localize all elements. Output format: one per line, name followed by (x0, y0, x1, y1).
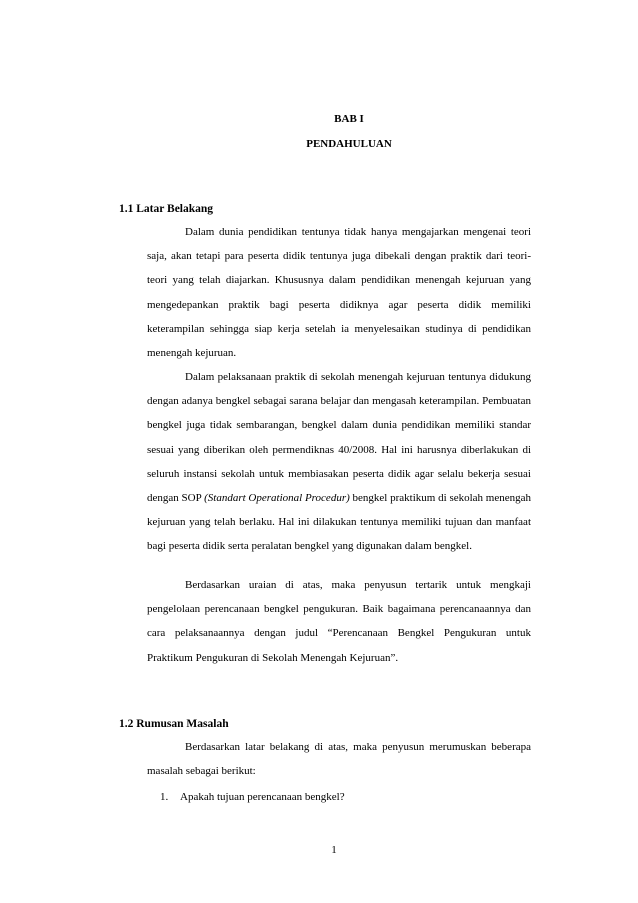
paragraph-latar-belakang-2 (147, 365, 531, 559)
paragraph-text-part: Dalam pelaksanaan praktik di sekolah menengah kejuruan tentunya didukung dengan adanya bengkel sebagai sarana belajar dan mengasah keterampilan. Pembuatan bengkel juga tidak sembarangan, bengkel dalam dunia pendidikan memiliki standar sesuai yang diberikan oleh permendiknas 40/2008. Hal ini harusnya diberlakukan di seluruh instansi sekolah untuk membiasakan peserta didik agar selalu bekerja sesuai dengan SOP (147, 371, 531, 505)
paragraph-text (147, 365, 531, 559)
paragraph-rumusan-masalah (147, 735, 531, 783)
list-item (160, 791, 345, 803)
paragraph-text: Berdasarkan latar belakang di atas, maka penyusun merumuskan beberapa masalah sebagai berikut: (147, 741, 531, 778)
paragraph-text: Berdasarkan uraian di atas, maka penyusun tertarik untuk mengkaji pengelolaan perencanaan bengkel pengukuran. Baik bagaimana perencanaannya dan cara pelaksanaannya dengan judul “Perencanaan Bengkel Pengukuran untuk Praktikum Pengukuran di Sekolah Menengah Kejuruan”. (147, 579, 531, 664)
chapter-title: PENDAHULUAN (306, 138, 392, 150)
list-number: 1. (160, 791, 169, 803)
paragraph-latar-belakang-3 (147, 573, 531, 670)
section-heading-rumusan-masalah: 1.2 Rumusan Masalah (119, 718, 229, 730)
chapter-label: BAB I (334, 113, 364, 125)
paragraph-text-part: bengkel praktikum di sekolah menengah kejuruan yang telah berlaku. Hal ini dilakukan tentunya memiliki tujuan dan manfaat bagi peserta didik serta peralatan bengkel yang digunakan dalam bengkel. (147, 492, 532, 553)
list-text: Apakah tujuan perencanaan bengkel? (180, 791, 345, 803)
italic-term: (Standart Operational Procedur) (204, 492, 350, 505)
paragraph-latar-belakang-1 (147, 220, 531, 365)
section-heading-latar-belakang: 1.1 Latar Belakang (119, 203, 214, 215)
paragraph-text: Dalam dunia pendidikan tentunya tidak hanya mengajarkan mengenai teori saja, akan tetapi para peserta didik tentunya juga dibekali dengan praktik dari teori-teori yang telah diajarkan. Khususnya dalam pendidikan menengah kejuruan yang mengedepankan praktik bagi peserta didiknya agar peserta didik memiliki keterampilan sehingga siap kerja setelah ia menyelesaikan studinya di pendidikan menengah kejuruan. (147, 226, 531, 360)
page-number: 1 (331, 844, 337, 856)
